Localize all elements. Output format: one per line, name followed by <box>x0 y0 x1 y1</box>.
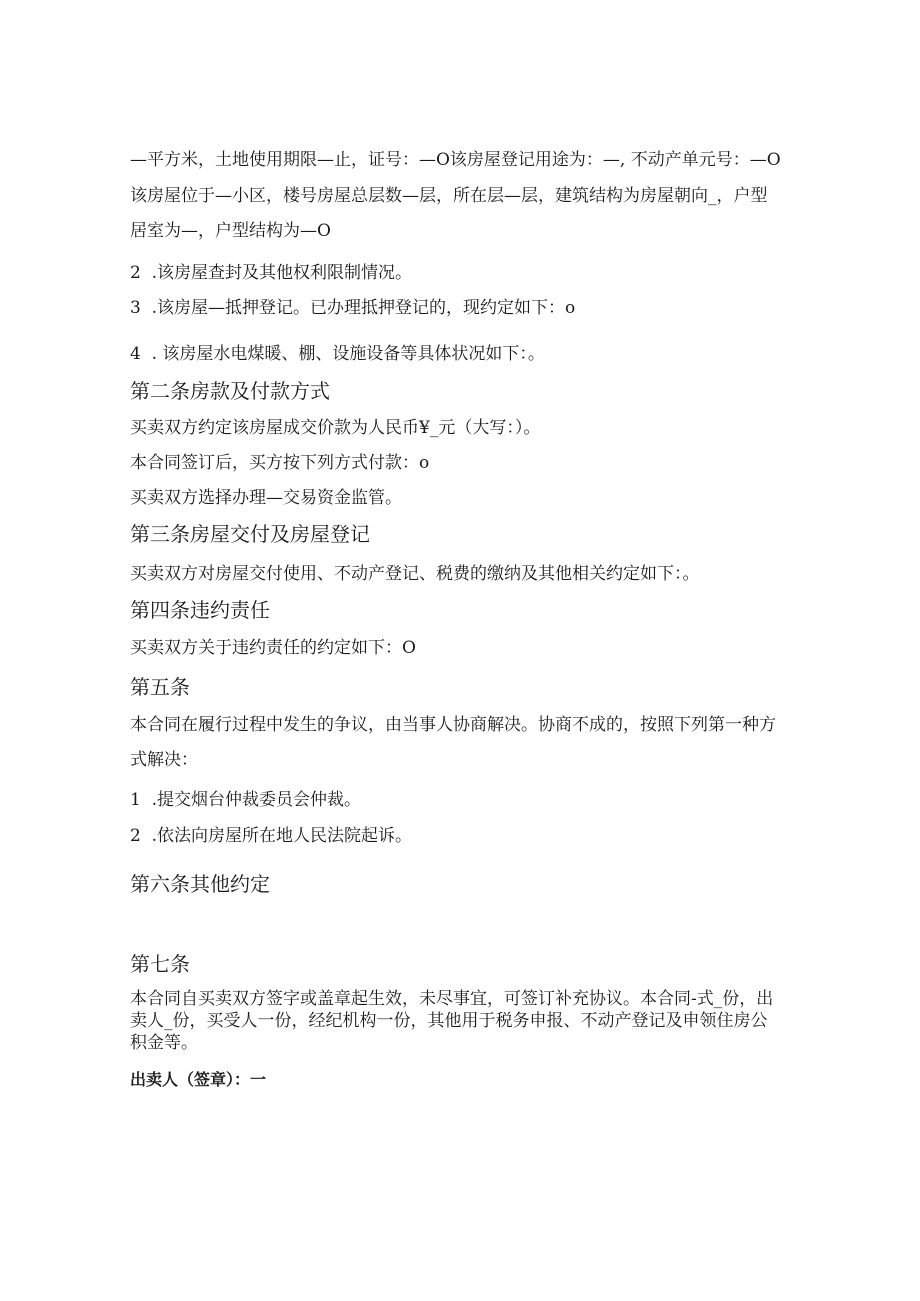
article-6-heading: 第六条其他约定 <box>130 872 270 896</box>
property-info-line-3: 居室为—，户型结构为—O <box>130 221 331 241</box>
article-2-escrow-line: 买卖双方选择办理—交易资金监管。 <box>130 488 402 508</box>
article-5-heading: 第五条 <box>130 675 190 699</box>
article-7-heading: 第七条 <box>130 952 190 976</box>
article-5-court-item: 2 .依法向房屋所在地人民法院起诉。 <box>130 826 413 846</box>
article-7-effect-line-3: 积金等。 <box>130 1033 198 1053</box>
property-info-line-2: 该房屋位于—小区，楼号房屋总层数—层，所在层—层，建筑结构为房屋朝向_，户型 <box>130 186 768 206</box>
list-item-restrictions: 2 .该房屋查封及其他权利限制情况。 <box>130 263 413 283</box>
article-7-effect-line-2: 卖人_份，买受人一份，经纪机构一份，其他用于税务申报、不动产登记及申领住房公 <box>130 1011 768 1031</box>
article-3-delivery-line: 买卖双方对房屋交付使用、不动产登记、税费的缴纳及其他相关约定如下：。 <box>130 564 700 584</box>
seller-signature-label: 出卖人（签章）：一 <box>130 1070 267 1089</box>
article-7-effect-line-1: 本合同自买卖双方签字或盖章起生效，未尽事宜，可签订补充协议。本合同-式_份，出 <box>130 989 774 1009</box>
article-2-heading: 第二条房款及付款方式 <box>130 379 330 403</box>
article-5-arbitration-item: 1 .提交烟台仲裁委员会仲裁。 <box>130 790 362 810</box>
article-4-liability-line: 买卖双方关于违约责任的约定如下：O <box>130 638 416 658</box>
list-item-mortgage: 3 .该房屋—抵押登记。已办理抵押登记的，现约定如下：o <box>130 298 576 318</box>
article-5-dispute-line-2: 式解决： <box>130 750 198 770</box>
article-4-heading: 第四条违约责任 <box>130 598 270 622</box>
article-5-dispute-line-1: 本合同在履行过程中发生的争议，由当事人协商解决。协商不成的，按照下列第一种方 <box>130 715 776 735</box>
article-2-price-line: 买卖双方约定该房屋成交价款为人民币¥_元（大写：）。 <box>130 418 541 438</box>
list-item-facilities: 4 . 该房屋水电煤暖、棚、设施设备等具体状况如下：。 <box>130 344 545 364</box>
article-2-payment-line: 本合同签订后，买方按下列方式付款：o <box>130 453 430 473</box>
article-3-heading: 第三条房屋交付及房屋登记 <box>130 522 370 546</box>
property-info-line-1: —平方米，土地使用期限—止，证号：—O该房屋登记用途为：—, 不动产单元号：—O <box>130 150 781 170</box>
